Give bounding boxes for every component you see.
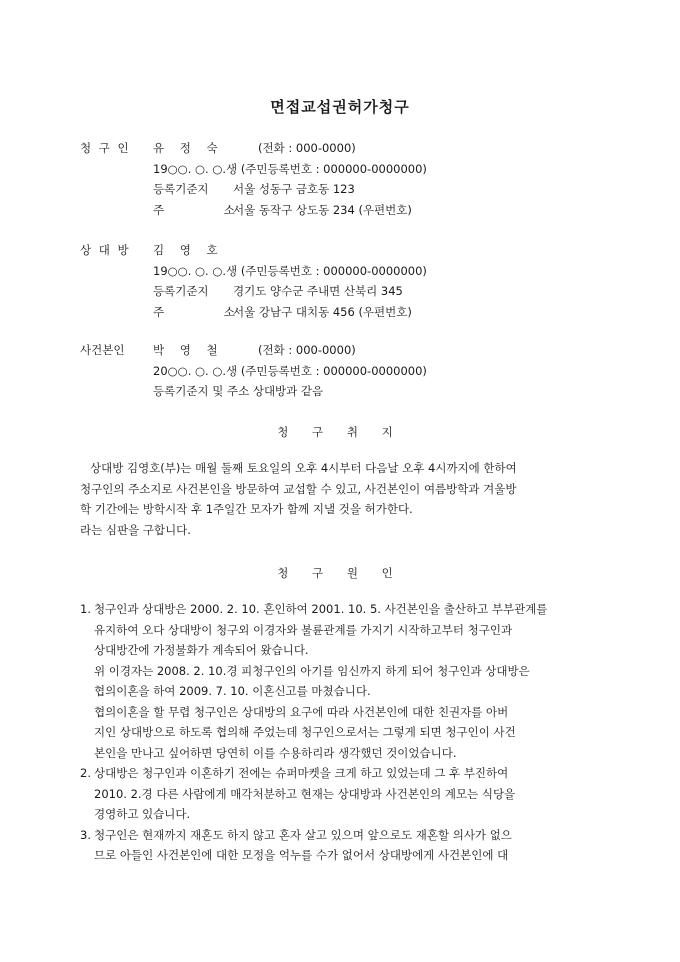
purpose-line: 상대방 김영호(부)는 매월 둘째 토요일의 오후 4시부터 다음날 오후 4시까지에 한하여 (90, 461, 517, 475)
list-item-line: 협의이혼을 할 무렵 청구인은 상대방의 요구에 따라 사건본인에 대한 친권자를 아버 (94, 704, 509, 719)
list-item-number: 1. (80, 602, 91, 616)
list-item-line: 본인을 만나고 싶어하면 당연히 이를 수용하리라 생각했던 것이었습니다. (94, 745, 457, 760)
respondent-block (80, 240, 600, 322)
principal-role: 사건본인 (80, 343, 125, 357)
claimant-reg-label: 등록기준지 (153, 182, 209, 196)
list-item-line: 경영하고 있습니다. (94, 807, 191, 821)
respondent-birth: 19○○. ○. ○.생 (주민등록번호 : 000000-0000000) (153, 263, 427, 278)
principal-phone: (전화 : 000-0000) (258, 343, 356, 357)
principal-block (80, 340, 600, 402)
respondent-role: 상 대 방 (80, 243, 131, 257)
cause-list (80, 599, 605, 866)
claimant-block (80, 138, 600, 220)
list-item-text: 청구인과 상대방은 2000. 2. 10. 혼인하여 2001. 10. 5. 사건본인을 출산하고 부부관계를 (94, 602, 548, 616)
purpose-line: 청구인의 주소지로 사건본인을 방문하여 교섭할 수 있고, 사건본인이 여름방학과 겨울방 (80, 481, 517, 496)
list-item-line (80, 763, 605, 784)
claimant-role: 청 구 인 (80, 141, 131, 155)
list-item-number: 3. (80, 827, 91, 842)
list-item-line (80, 825, 605, 846)
claimant-birth: 19○○. ○. ○.생 (주민등록번호 : 000000-0000000) (153, 161, 427, 176)
claimant-name: 유 정 숙 (153, 141, 224, 155)
purpose-text (80, 458, 600, 540)
list-item-line: 협의이혼을 하여 2009. 7. 10. 이혼신고를 마쳤습니다. (94, 684, 371, 698)
respondent-reg-value: 경기도 양수군 주내면 산북리 345 (233, 284, 403, 298)
principal-name: 박 영 철 (153, 343, 224, 357)
document-title: 면접교섭권허가청구 (270, 98, 410, 116)
purpose-heading: 청 구 취 지 (277, 425, 403, 439)
list-item-text: 상대방은 청구인과 이혼하기 전에는 슈퍼마켓을 크게 하고 있었는데 그 후 부진하여 (94, 766, 509, 780)
principal-birth: 20○○. ○. ○.생 (주민등록번호 : 000000-0000000) (153, 363, 427, 378)
purpose-line: 라는 심판을 구합니다. (80, 522, 191, 537)
list-item-line: 므로 아들인 사건본인에 대한 모정을 억누를 수가 없어서 상대방에게 사건본인에 대 (94, 848, 509, 862)
respondent-reg-label: 등록기준지 (153, 284, 209, 298)
cause-heading: 청 구 원 인 (277, 566, 403, 580)
principal-reg-addr: 등록기준지 및 주소 상대방과 같음 (153, 384, 324, 398)
respondent-addr-value: 서울 강남구 대치동 456 (우편번호) (233, 304, 412, 319)
claimant-reg-value: 서울 성동구 금호동 123 (233, 182, 355, 196)
purpose-line: 학 기간에는 방학시작 후 1주일간 모자가 함께 지낼 것을 허가한다. (80, 502, 413, 516)
respondent-addr-label: 주 소 (153, 304, 263, 319)
list-item-line: 2010. 2.경 다른 사람에게 매각처분하고 현재는 상대방과 사건본인의 계모는 식당을 (94, 786, 516, 801)
claimant-addr-label: 주 소 (153, 202, 263, 217)
list-item-line: 위 이경자는 2008. 2. 10.경 피청구인의 아기를 임신까지 하게 되어 청구인과 상대방은 (94, 663, 530, 678)
list-item-line: 지인 상대방으로 하도록 협의해 주었는데 청구인으로서는 그렇게 되면 청구인이 사건 (94, 725, 516, 739)
claimant-phone: (전화 : 000-0000) (258, 141, 356, 155)
list-item-line: 유지하여 오다 상대방이 청구외 이경자와 불륜관계를 가지기 시작하고부터 청구인과 (94, 622, 513, 637)
list-item-number: 2. (80, 766, 91, 780)
claimant-addr-value: 서울 동작구 상도동 234 (우편번호) (233, 202, 412, 217)
list-item-line (80, 599, 605, 620)
list-item-line: 상대방간에 가정불화가 계속되어 왔습니다. (94, 643, 309, 657)
respondent-name: 김 영 호 (153, 243, 224, 257)
list-item-text: 청구인은 현재까지 재혼도 하지 않고 혼자 살고 있으며 앞으로도 재혼할 의사가 없으 (94, 827, 512, 842)
